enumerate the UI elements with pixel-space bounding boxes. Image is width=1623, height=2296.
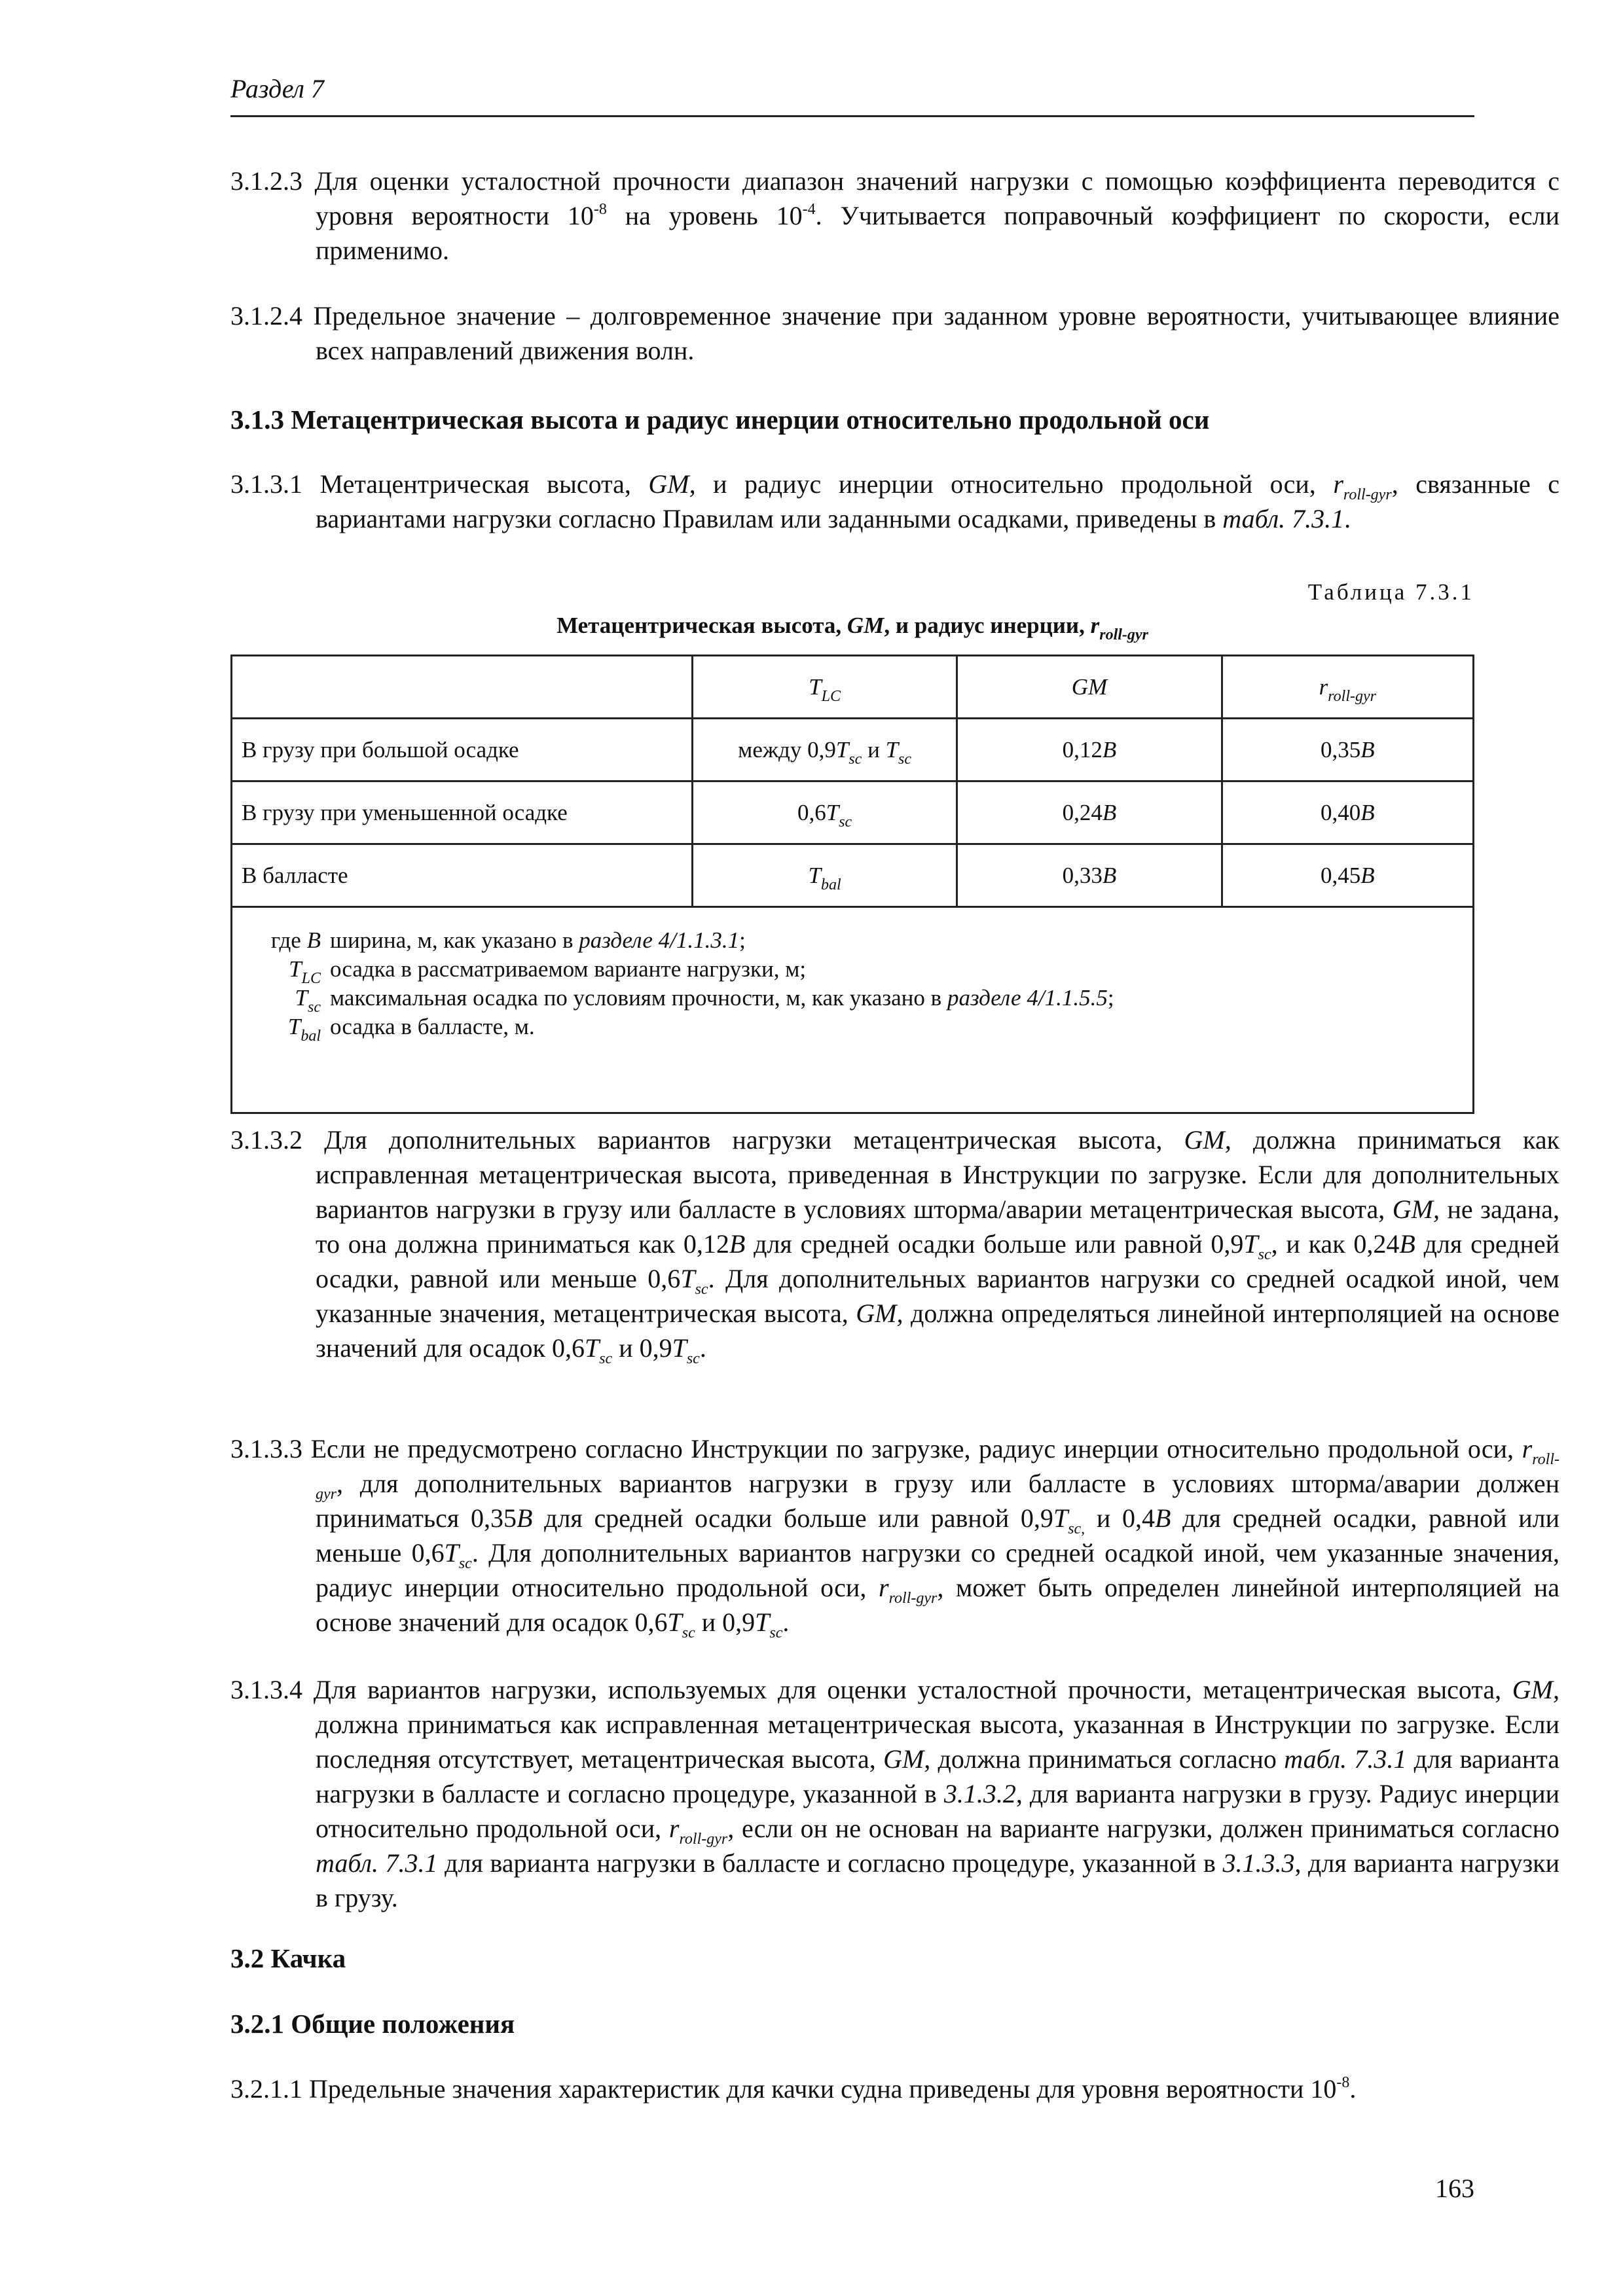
- text: не задана, то она должна приниматься как 0,12: [316, 1194, 1559, 1259]
- subscript: sc: [1258, 1246, 1271, 1263]
- value: 0,40: [1320, 799, 1361, 825]
- paragraph-3-1-3-2: [230, 1122, 1559, 1365]
- value: 0,12: [1062, 736, 1103, 762]
- symbol-b: B: [1155, 1503, 1171, 1533]
- text: , если он не основан на варианте нагрузки, должен приниматься согласно: [727, 1814, 1560, 1843]
- symbol-t: T: [584, 1333, 600, 1363]
- subscript: sc: [682, 1624, 695, 1641]
- text: ;: [1107, 985, 1114, 1011]
- symbol-t: T: [287, 1014, 301, 1039]
- symbol-t: T: [295, 985, 308, 1011]
- symbol-gm: GM,: [648, 469, 696, 499]
- exponent: -8: [593, 201, 607, 218]
- symbol-b: B: [1102, 736, 1117, 762]
- header-cell-gm: [957, 656, 1222, 719]
- header-rule: [230, 115, 1474, 117]
- text: , может быть определен линейной интерполяцией на основе значений для осадок 0,6: [316, 1573, 1559, 1637]
- table-title: [230, 613, 1474, 643]
- subscript: roll-gyr: [316, 1451, 1559, 1503]
- symbol-b: B: [1360, 736, 1375, 762]
- header-cell-empty: [232, 656, 693, 719]
- text: . Для дополнительных вариантов нагрузки со средней осадкой иной, чем указанные значения, метацентрическая высота,: [316, 1264, 1559, 1328]
- symbol-t: T: [808, 862, 821, 888]
- table-reference: табл. 7.3.1: [1284, 1744, 1407, 1774]
- symbol-t: T: [755, 1607, 770, 1637]
- text: Предельное значение – долговременное значение при заданном уровне вероятности, учитывающее влияние всех направлений движения волн.: [313, 301, 1560, 365]
- paragraph-3-1-2-4: [230, 298, 1559, 368]
- symbol-t: T: [826, 799, 839, 825]
- note-text: осадка в балласте, м.: [330, 1014, 535, 1039]
- note-symbol: [242, 926, 330, 955]
- value: 0,24: [1062, 799, 1103, 825]
- paragraph-3-2-1-1: [230, 2072, 1559, 2106]
- text: Для вариантов нагрузки, используемых для оценки усталостной прочности, метацентрическая высота,: [313, 1675, 1512, 1704]
- text: .: [1344, 504, 1351, 533]
- subscript: LC: [301, 970, 321, 987]
- symbol-gm: GM,: [1512, 1675, 1560, 1704]
- subscript: sc: [898, 750, 912, 768]
- text: ширина, м, как указано в: [330, 927, 579, 953]
- text: Предельные значения характеристик для качки судна приведены для уровня вероятности 10: [309, 2074, 1337, 2104]
- text: и: [862, 736, 886, 762]
- symbol-r: r: [1522, 1434, 1533, 1463]
- symbol-t: T: [1243, 1229, 1258, 1259]
- header-cell-tlc: [692, 656, 957, 719]
- subscript: sc: [599, 1350, 613, 1367]
- symbol-gm: GM,: [856, 1299, 903, 1328]
- symbol-b: B: [1102, 799, 1117, 825]
- symbol-b: B: [1360, 799, 1375, 825]
- subscript: roll-gyr: [679, 1831, 728, 1848]
- value: 0,35: [1320, 736, 1361, 762]
- cell-r: [1222, 781, 1473, 844]
- symbol-r: r: [1333, 469, 1343, 499]
- paragraph-number: 3.1.2.3: [230, 166, 302, 196]
- text: Метацентрическая высота,: [556, 613, 847, 638]
- text: должна определяться линейной интерполяцией на основе значений для осадок 0,6: [316, 1299, 1560, 1363]
- text: и радиус инерции относительно продольной оси,: [695, 469, 1334, 499]
- symbol-gm: GM: [1071, 673, 1108, 700]
- paragraph-number: 3.1.2.4: [230, 301, 302, 331]
- symbol-t: T: [672, 1333, 687, 1363]
- symbol-b: B: [306, 927, 321, 953]
- header-cell-r: [1222, 656, 1473, 719]
- text: для средней осадки больше или равной 0,9: [745, 1229, 1244, 1259]
- note-text: осадка в рассматриваемом варианте нагрузки, м;: [330, 956, 807, 982]
- text: Если не предусмотрено согласно Инструкции по загрузке, радиус инерции относительно продольной оси,: [310, 1434, 1522, 1463]
- note-symbol: [242, 1013, 330, 1045]
- row-label: В балласте: [232, 844, 693, 907]
- cell-gm: [957, 844, 1222, 907]
- text: для средней осадки, равной или меньше 0,6: [316, 1503, 1559, 1568]
- symbol-r: r: [668, 1814, 680, 1843]
- exponent: -8: [1336, 2074, 1350, 2091]
- text: на уровень 10: [606, 201, 803, 230]
- subscript: sc: [695, 1281, 708, 1298]
- heading-3-2: 3.2 Качка: [230, 1943, 346, 1973]
- subscript: sc: [839, 813, 852, 831]
- symbol-t: T: [667, 1607, 682, 1637]
- value: 0,45: [1320, 862, 1361, 888]
- subscript: roll-gyr: [888, 1590, 938, 1607]
- section-reference: разделе 4/1.1.3.1: [579, 927, 740, 953]
- note-tsc: [242, 984, 1463, 1016]
- subscript: sc: [458, 1555, 472, 1572]
- table-row: [232, 719, 1474, 781]
- row-label: В грузу при уменьшенной осадке: [232, 781, 693, 844]
- text: , для дополнительных вариантов нагрузки в грузу или балласте в условиях шторма/аварии должен приниматься 0,35: [316, 1469, 1559, 1533]
- table-notes-row: [232, 907, 1474, 1113]
- subscript: sc,: [1068, 1520, 1085, 1537]
- text: должна приниматься согласно: [930, 1744, 1285, 1774]
- symbol-t: T: [289, 956, 302, 982]
- text: Для оценки усталостной прочности диапазон значений нагрузки с помощью коэффициента переводится с уровня вероятности 10: [314, 166, 1559, 230]
- note-text: [330, 926, 1463, 955]
- text: . Учитывается поправочный коэффициент по скорости, если применимо.: [316, 201, 1560, 265]
- subscript: bal: [821, 876, 841, 893]
- text: должна приниматься как исправленная метацентрическая высота, указанная в Инструкции по загрузке. Если последняя отсутствует, метацентрическая высота,: [316, 1710, 1559, 1774]
- page-number: 163: [1435, 2174, 1474, 2203]
- text: между 0,9: [738, 736, 836, 762]
- paragraph-reference: 3.1.3.2: [943, 1779, 1016, 1808]
- cell-draft: [692, 844, 957, 907]
- text: и 0,9: [695, 1607, 756, 1637]
- symbol-b: B: [1102, 862, 1117, 888]
- cell-gm: [957, 781, 1222, 844]
- paragraph-number: 3.1.3.2: [230, 1125, 302, 1155]
- note-b: [242, 926, 1463, 955]
- table-reference: табл. 7.3.1: [316, 1848, 438, 1878]
- symbol-t: T: [885, 736, 899, 762]
- note-symbol: [242, 984, 330, 1016]
- symbol-t: T: [835, 736, 849, 762]
- subscript: bal: [301, 1028, 321, 1045]
- subscript: sc: [848, 750, 862, 768]
- paragraph-number: 3.1.3.1: [230, 469, 302, 499]
- note-tlc: [242, 955, 1463, 987]
- text: , и как 0,24: [1271, 1229, 1400, 1259]
- text: должна приниматься как исправленная метацентрическая высота, приведенная в Инструкции по загрузке. Если для дополнительных вариантов нагрузки в грузу или балласте в условиях шторма/аварии метацентрическая высота,: [316, 1125, 1560, 1224]
- cell-draft: [692, 719, 957, 781]
- symbol-gm: GM,: [883, 1744, 931, 1774]
- note-text: [330, 984, 1463, 1013]
- note-symbol: [242, 955, 330, 987]
- table-notes: [232, 907, 1474, 1113]
- table-7-3-1: [230, 655, 1474, 1114]
- symbol-r: r: [1090, 613, 1100, 638]
- text: для средней осадки, равной или меньше 0,6: [316, 1229, 1560, 1293]
- symbol-b: B: [1399, 1229, 1415, 1259]
- paragraph-reference: 3.1.3.3: [1222, 1848, 1295, 1878]
- heading-3-1-3: 3.1.3 Метацентрическая высота и радиус инерции относительно продольной оси: [230, 404, 1210, 435]
- subscript: sc: [769, 1624, 783, 1641]
- paragraph-3-1-2-3: [230, 164, 1559, 268]
- subscript: roll-gyr: [1099, 626, 1148, 643]
- where-label: где: [270, 927, 301, 953]
- table-header-row: [232, 656, 1474, 719]
- symbol-gm: GM: [847, 613, 884, 638]
- text: для варианта нагрузки в балласте и согласно процедуре, указанной в: [437, 1848, 1223, 1878]
- row-label: В грузу при большой осадке: [232, 719, 693, 781]
- symbol-gm: GM,: [1392, 1194, 1440, 1224]
- table-reference: табл. 7.3.1: [1222, 504, 1345, 533]
- subscript: roll-gyr: [1343, 486, 1392, 503]
- text: , для варианта нагрузки в грузу. Радиус инерции относительно продольной оси,: [316, 1779, 1559, 1843]
- symbol-b: B: [729, 1229, 746, 1259]
- symbol-t: T: [1053, 1503, 1068, 1533]
- text: , связанные с вариантами нагрузки согласно Правилам или заданными осадками, приведены в: [316, 469, 1559, 533]
- cell-gm: [957, 719, 1222, 781]
- symbol-b: B: [1360, 862, 1375, 888]
- subscript: roll-gyr: [1328, 687, 1376, 705]
- text: Для дополнительных вариантов нагрузки метацентрическая высота,: [324, 1125, 1184, 1155]
- symbol-r: r: [1319, 673, 1328, 700]
- section-header: Раздел 7: [230, 74, 324, 103]
- paragraph-number: 3.1.3.3: [230, 1434, 302, 1463]
- heading-3-2-1: 3.2.1 Общие положения: [230, 2009, 515, 2039]
- text: и 0,9: [612, 1333, 672, 1363]
- cell-r: [1222, 844, 1473, 907]
- text: Метацентрическая высота,: [319, 469, 649, 499]
- text: . Для дополнительных вариантов нагрузки со средней осадкой иной, чем указанные значения, радиус инерции относительно продольной оси,: [316, 1538, 1559, 1602]
- cell-r: [1222, 719, 1473, 781]
- paragraph-3-1-3-3: [230, 1431, 1559, 1640]
- text: для средней осадки больше или равной 0,9: [532, 1503, 1053, 1533]
- symbol-t: T: [680, 1264, 695, 1293]
- paragraph-number: 3.1.3.4: [230, 1675, 302, 1704]
- text: , для варианта нагрузки в грузу.: [316, 1848, 1559, 1912]
- paragraph-3-1-3-1: [230, 467, 1559, 536]
- section-reference: разделе 4/1.1.5.5: [947, 985, 1108, 1011]
- symbol-gm: GM,: [1184, 1125, 1231, 1155]
- table-row: [232, 844, 1474, 907]
- cell-draft: [692, 781, 957, 844]
- symbol-b: B: [516, 1503, 533, 1533]
- subscript: sc: [686, 1350, 700, 1367]
- note-tbal: [242, 1013, 1463, 1045]
- exponent: -4: [802, 201, 816, 218]
- subscript: sc: [308, 999, 321, 1016]
- text: .: [782, 1607, 790, 1637]
- paragraph-number: 3.2.1.1: [230, 2074, 302, 2104]
- symbol-r: r: [879, 1573, 889, 1602]
- table-row: [232, 781, 1474, 844]
- paragraph-3-1-3-4: [230, 1672, 1559, 1915]
- subscript: LC: [821, 687, 841, 705]
- table-number: Таблица 7.3.1: [1307, 579, 1474, 605]
- text: ;: [739, 927, 746, 953]
- text: , и радиус инерции,: [884, 613, 1091, 638]
- text: 0,6: [797, 799, 826, 825]
- text: для варианта нагрузки в балласте и согласно процедуре, указанной в: [316, 1744, 1560, 1808]
- text: .: [699, 1333, 706, 1363]
- value: 0,33: [1062, 862, 1103, 888]
- symbol-t: T: [809, 673, 822, 700]
- text: .: [1349, 2074, 1357, 2104]
- text: максимальная осадка по условиям прочности, м, как указано в: [330, 985, 947, 1011]
- symbol-t: T: [444, 1538, 459, 1568]
- text: и 0,4: [1085, 1503, 1156, 1533]
